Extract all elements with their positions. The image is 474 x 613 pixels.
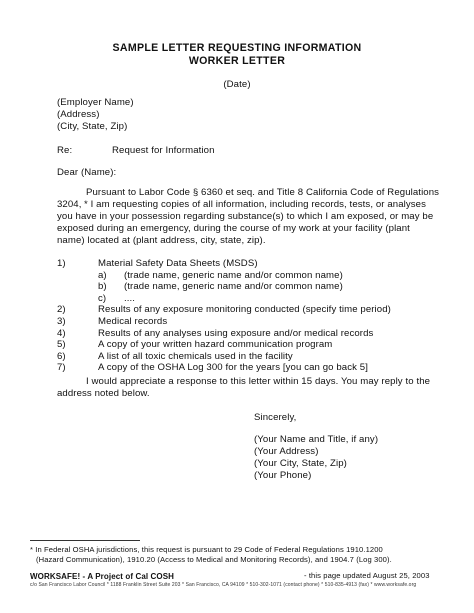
footnote-divider xyxy=(30,540,140,541)
body-paragraph-1-line-2b: * I am requesting copies of all information, including records, tests, or analyses xyxy=(84,199,427,210)
footnote-line-1: * In Federal OSHA jurisdictions, this request is pursuant to 29 Code of Federal Regulations 1910.1200 xyxy=(30,545,383,554)
employer-name: (Employer Name) xyxy=(57,97,134,108)
list-item-text: Material Safety Data Sheets (MSDS) xyxy=(98,258,258,269)
closing-sincerely: Sincerely, xyxy=(254,412,297,423)
body-paragraph-2-line-2: address noted below. xyxy=(57,388,150,399)
footer-project: WORKSAFE! - A Project of Cal COSH xyxy=(30,572,175,581)
employer-address: (Address) xyxy=(57,109,100,120)
list-item-number: 5) xyxy=(57,339,66,351)
body-paragraph-1-line-4: exposed during an emergency, during the course of my work at your facility (plant xyxy=(57,223,410,234)
body-paragraph-1-line-3: you have in your possession regarding substance(s) to which I am exposed, or may be xyxy=(57,211,434,222)
signer-phone: (Your Phone) xyxy=(254,470,312,481)
employer-city: (City, State, Zip) xyxy=(57,121,128,132)
list-item-text: Medical records xyxy=(98,316,168,327)
footer-contact-address: c/o San Francisco Labor Council * 1188 Franklin Street Suite 203 * San Francisco, CA 94109 * 510-302-1071 (contact phone) * 510-835-4913 (fax) * www.worksafe.org xyxy=(30,582,417,588)
list-item-text: Results of any exposure monitoring conducted (specify time period) xyxy=(98,304,391,316)
list-subitem-letter: a) xyxy=(98,269,107,281)
list-subitem-letter: b) xyxy=(98,281,107,293)
list-item-number: 2) xyxy=(57,304,66,316)
list-item-number: 3) xyxy=(57,316,66,327)
re-label: Re: xyxy=(57,145,73,156)
list-item-number: 7) xyxy=(57,362,66,374)
signer-name: (Your Name and Title, if any) xyxy=(254,434,379,445)
list-subitem-letter: c) xyxy=(98,292,107,304)
list-item-text: A copy of your written hazard communication program xyxy=(98,339,333,351)
footer-updated: - this page updated August 25, 2003 xyxy=(304,571,430,580)
list-item-text: Results of any analyses using exposure and/or medical records xyxy=(98,327,374,339)
signer-address: (Your Address) xyxy=(254,446,319,457)
document-title: SAMPLE LETTER REQUESTING INFORMATION xyxy=(112,42,362,54)
list-item-text: A list of all toxic chemicals used in the facility xyxy=(98,350,293,362)
body-paragraph-2-line-1: I would appreciate a response to this letter within 15 days. You may reply to the xyxy=(86,376,431,387)
salutation: Dear (Name): xyxy=(57,167,117,178)
list-item-number: 1) xyxy=(57,258,66,269)
footnote-line-2: (Hazard Communication), 1910.20 (Access to Medical and Monitoring Records), and 1904.7 (Log 300). xyxy=(36,555,392,564)
list-item-text: A copy of the OSHA Log 300 for the years [you can go back 5] xyxy=(98,362,368,374)
body-paragraph-1-line-2: 3204, xyxy=(57,199,82,210)
body-paragraph-1-line-1: Pursuant to Labor Code § 6360 et seq. and Title 8 California Code of Regulations xyxy=(86,187,440,198)
date-placeholder: (Date) xyxy=(223,79,251,90)
list-subitem-text: (trade name, generic name and/or common name) xyxy=(124,269,343,281)
signer-city: (Your City, State, Zip) xyxy=(254,458,347,469)
list-subitem-text: (trade name, generic name and/or common name) xyxy=(124,281,343,293)
re-subject: Request for Information xyxy=(112,145,215,156)
document-subtitle: WORKER LETTER xyxy=(188,55,286,67)
list-item-number: 4) xyxy=(57,327,66,339)
list-item-number: 6) xyxy=(57,350,66,362)
list-subitem-text: .... xyxy=(124,292,136,304)
body-paragraph-1-line-5: name) located at (plant address, city, state, zip). xyxy=(57,235,266,246)
